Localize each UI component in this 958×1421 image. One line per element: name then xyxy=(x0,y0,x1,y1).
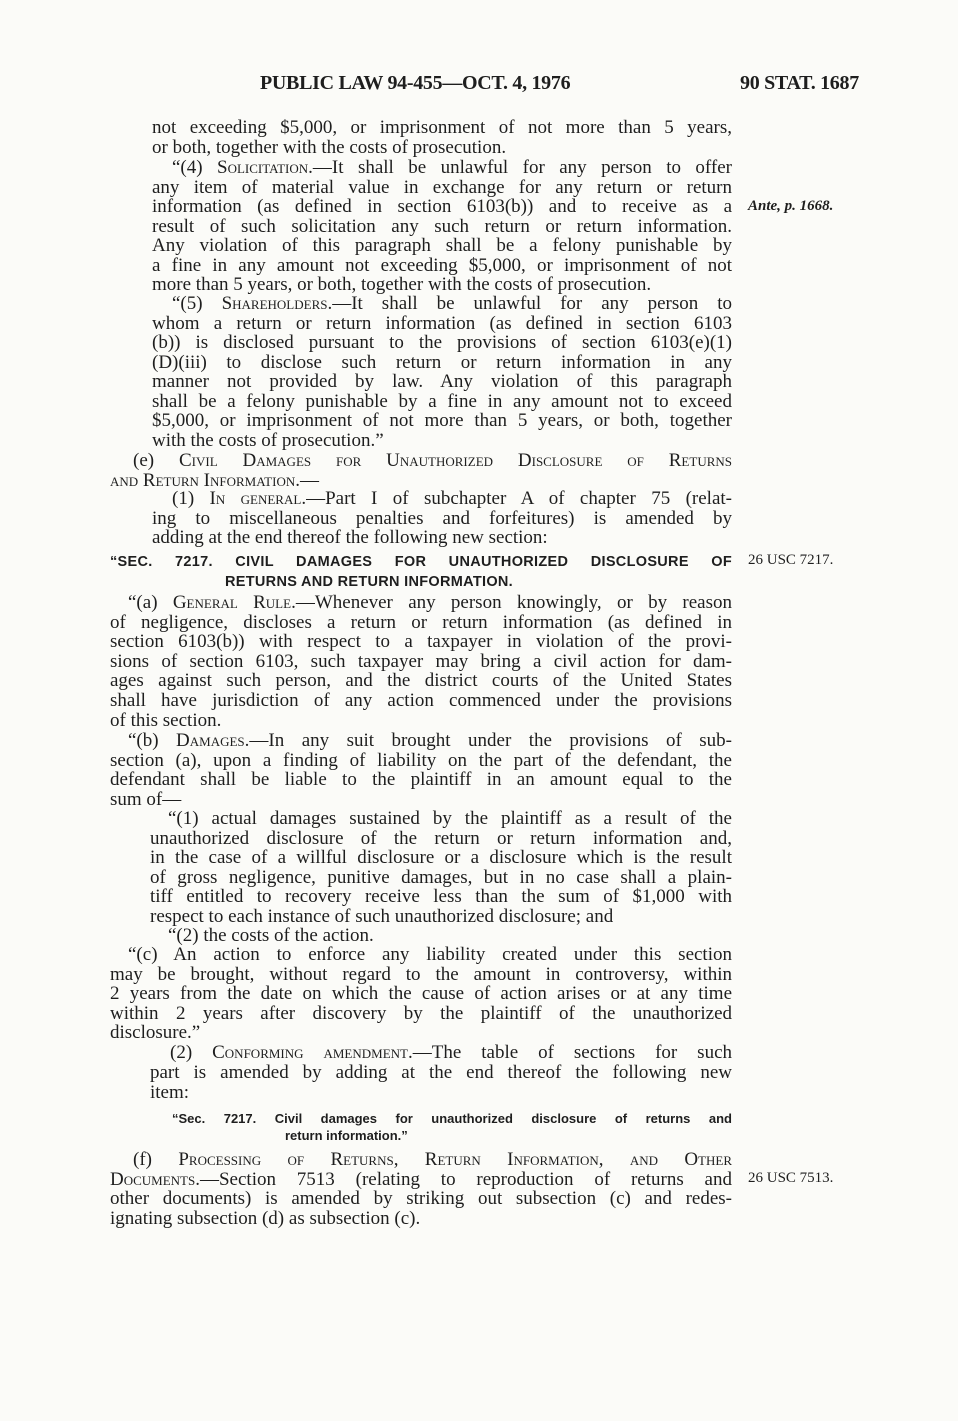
text-line: ignating subsection (d) as subsection (c). xyxy=(110,1207,421,1229)
text-line: a fine in any amount not exceeding $5,000, or imprisonment of not xyxy=(152,254,732,276)
text-line: Any violation of this paragraph shall be a felony punishable by xyxy=(152,235,732,257)
small-caps-heading: Damages xyxy=(176,730,245,751)
text-line: result of such solicitation any such return or return information. xyxy=(152,215,732,237)
text-line: sions of section 6103, such taxpayer may bring a civil action for dam- xyxy=(110,650,732,672)
text-line: disclosure.” xyxy=(110,1022,201,1044)
margin-note-ante-text: Ante, p. 1668. xyxy=(748,198,834,214)
text-line: (2) Conforming amendment.—The table of sections for such xyxy=(170,1042,733,1063)
text-line: (e) Civil Damages for Unauthorized Disclosure of Returns xyxy=(133,450,732,471)
small-caps-heading: and Return Information xyxy=(110,469,296,491)
small-caps-heading: General Rule xyxy=(172,592,292,613)
text-line: of negligence, discloses a return or return information (as defined in xyxy=(110,611,732,633)
text-line: within 2 years after discovery by the plaintiff of the unauthorized xyxy=(110,1002,732,1024)
text-line: in the case of a willful disclosure or a disclosure which is the result xyxy=(150,847,732,868)
text-line: “(4) Solicitation.—It shall be unlawful for any person to offer xyxy=(172,157,732,178)
text-line: section 6103(b)) with respect to a taxpayer in violation of the provi- xyxy=(110,631,732,653)
small-caps-heading: Shareholders xyxy=(221,293,328,314)
text-line: of this section. xyxy=(110,709,222,731)
text-line: (b)) is disclosed pursuant to the provisions of section 6103(e)(1) xyxy=(152,332,732,353)
text-line: shall have jurisdiction of any action commenced under the provisions xyxy=(110,690,732,711)
text-line: other documents) is amended by striking out subsection (c) and redes- xyxy=(110,1188,732,1210)
text-line: tiff entitled to recovery receive less than the sum of $1,000 with xyxy=(150,886,732,907)
text-line: sum of— xyxy=(110,788,182,810)
text-line: “(1) actual damages sustained by the plaintiff as a result of the xyxy=(168,808,732,829)
small-caps-heading: Processing of Returns, Return Information, and Other xyxy=(178,1149,732,1170)
margin-note-ante xyxy=(748,198,833,215)
small-caps-heading: Solicitation xyxy=(217,157,309,178)
margin-note-usc-7513: 26 USC 7513. xyxy=(748,1170,834,1186)
text-line: section (a), upon a finding of liability on the part of the defendant, the xyxy=(110,749,732,771)
statute-page-number: 90 STAT. 1687 xyxy=(740,72,859,94)
text-line: unauthorized disclosure of the return or return information and, xyxy=(150,827,732,849)
text-line: of gross negligence, punitive damages, but in no case shall a plain- xyxy=(150,866,732,888)
text-line: item: xyxy=(150,1082,190,1103)
text-line: “SEC. 7217. CIVIL DAMAGES FOR UNAUTHORIZED DISCLOSURE OF xyxy=(110,554,732,570)
text-line: return information.” xyxy=(285,1128,408,1143)
text-line: adding at the end thereof the following new section: xyxy=(152,527,548,548)
text-line: ing to miscellaneous penalties and forfeitures) is amended by xyxy=(152,507,732,529)
running-header-title: PUBLIC LAW 94-455—OCT. 4, 1976 xyxy=(260,72,571,94)
text-line: “(2) the costs of the action. xyxy=(168,925,374,946)
text-line: with the costs of prosecution.” xyxy=(152,429,384,451)
text-line: “Sec. 7217. Civil damages for unauthorized disclosure of returns and xyxy=(172,1111,732,1126)
text-line: shall be a felony punishable by a fine in any amount not to exceed xyxy=(152,390,732,412)
text-line: 2 years from the date on which the cause of action arises or at any time xyxy=(110,983,732,1005)
text-line: or both, together with the costs of prosecution. xyxy=(152,136,507,158)
small-caps-heading: Civil Damages for Unauthorized Disclosure of Returns xyxy=(178,450,732,471)
text-line: manner not provided by law. Any violation of this paragraph xyxy=(152,371,732,392)
small-caps-heading: Documents xyxy=(110,1168,196,1190)
text-line: Documents.—Section 7513 (relating to reproduction of returns and xyxy=(110,1168,732,1190)
text-line: (D)(iii) to disclose such return or return information in any xyxy=(152,351,732,373)
text-line: “(c) An action to enforce any liability created under this section xyxy=(128,944,732,965)
small-caps-heading: Conforming amendment xyxy=(212,1042,408,1063)
text-line: RETURNS AND RETURN INFORMATION. xyxy=(225,574,514,590)
margin-note-usc-7217: 26 USC 7217. xyxy=(748,552,834,568)
text-line: $5,000, or imprisonment of not more than 5 years, or both, together xyxy=(152,410,732,431)
text-line: part is amended by adding at the end thereof the following new xyxy=(150,1062,732,1083)
text-line: (1) In general.—Part I of subchapter A of chapter 75 (relat- xyxy=(172,488,732,509)
small-caps-heading: In general xyxy=(209,488,302,509)
text-line: more than 5 years, or both, together with the costs of prosecution. xyxy=(152,274,652,296)
text-line: not exceeding $5,000, or imprisonment of not more than 5 years, xyxy=(152,117,732,138)
text-line: whom a return or return information (as defined in section 6103 xyxy=(152,312,732,334)
text-line: respect to each instance of such unauthorized disclosure; and xyxy=(150,905,614,927)
text-line: any item of material value in exchange for any return or return xyxy=(152,176,732,198)
text-line: defendant shall be liable to the plaintiff in an amount equal to the xyxy=(110,769,732,790)
text-line: “(a) General Rule.—Whenever any person knowingly, or by reason xyxy=(128,592,733,613)
text-line: may be brought, without regard to the amount in controversy, within xyxy=(110,963,732,985)
text-line: and Return Information.— xyxy=(110,469,319,491)
text-line: (f) Processing of Returns, Return Information, and Other xyxy=(133,1149,732,1170)
text-line: ages against such person, and the district courts of the United States xyxy=(110,670,732,692)
text-line: “(5) Shareholders.—It shall be unlawful for any person to xyxy=(172,293,732,314)
text-line: “(b) Damages.—In any suit brought under the provisions of sub- xyxy=(128,730,733,751)
text-line: information (as defined in section 6103(b)) and to receive as a xyxy=(152,196,732,218)
